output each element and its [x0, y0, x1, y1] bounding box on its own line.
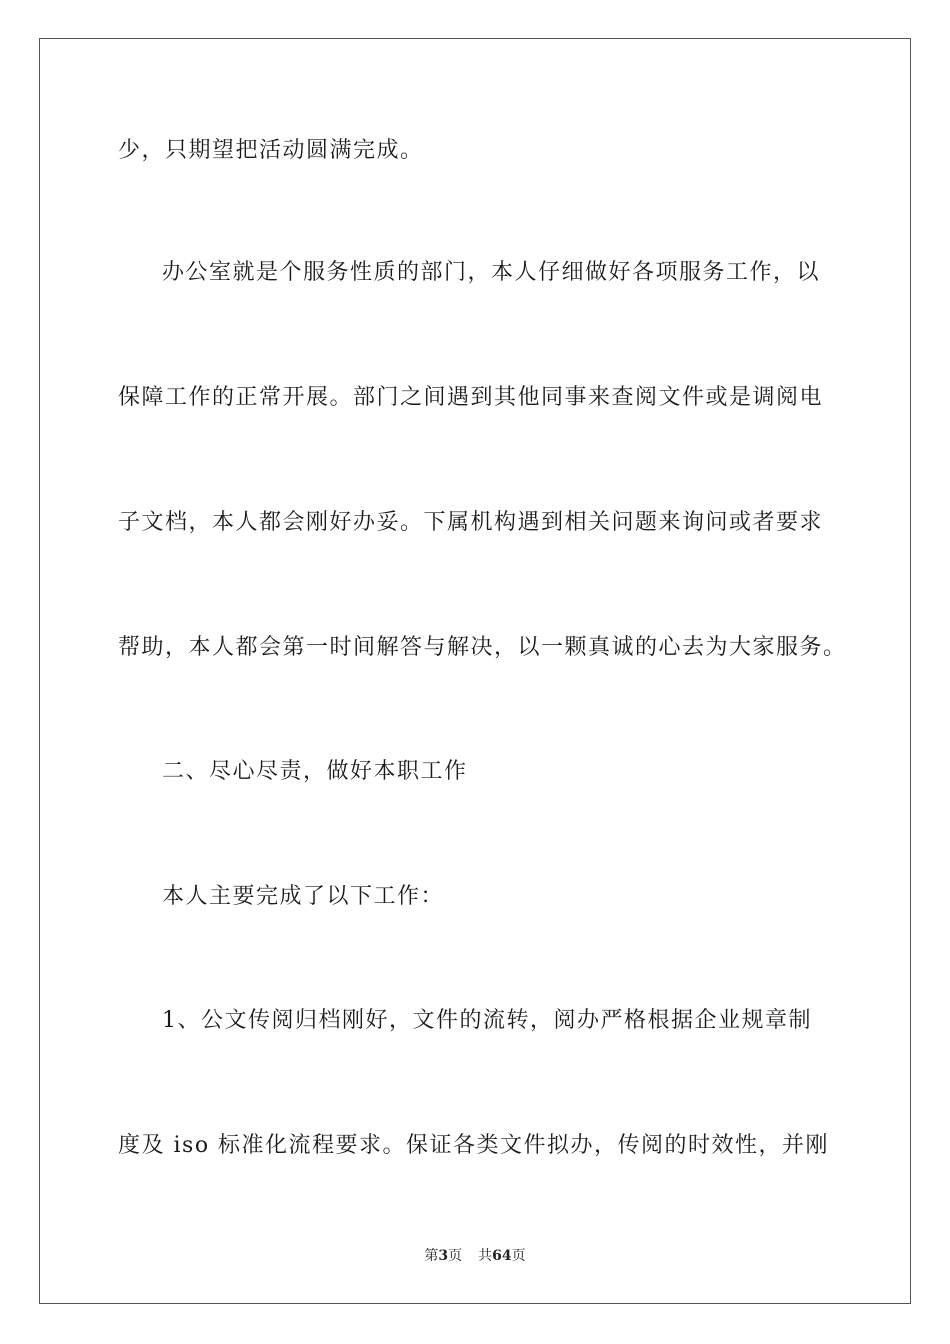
page-prefix: 第 [424, 1248, 439, 1264]
paragraph-line-1: 少，只期望把活动圆满完成。 [118, 138, 424, 163]
paragraph-line-2: 办公室就是个服务性质的部门，本人仔细做好各项服务工作，以 [162, 260, 821, 285]
paragraph-line-7: 本人主要完成了以下工作： [162, 884, 445, 909]
total-pages: 64 [492, 1248, 512, 1264]
page-footer [0, 1246, 950, 1266]
paragraph-line-3: 保障工作的正常开展。部门之间遇到其他同事来查阅文件或是调阅电 [118, 385, 824, 410]
page-number: 3 [438, 1248, 449, 1264]
page-border [39, 38, 911, 1304]
paragraph-line-9: 度及 iso 标准化流程要求。保证各类文件拟办，传阅的时效性，并刚 [118, 1133, 830, 1158]
total-prefix: 共 [478, 1248, 493, 1264]
paragraph-line-8: 1、公文传阅归档刚好，文件的流转，阅办严格根据企业规章制 [162, 1008, 812, 1033]
section-heading: 二、尽心尽责，做好本职工作 [162, 759, 468, 784]
paragraph-line-4: 子文档，本人都会刚好办妥。下属机构遇到相关问题来询问或者要求 [118, 510, 824, 535]
paragraph-line-5: 帮助，本人都会第一时间解答与解决，以一颗真诚的心去为大家服务。 [118, 635, 847, 660]
total-suffix: 页 [511, 1248, 526, 1264]
page-suffix: 页 [448, 1248, 463, 1264]
